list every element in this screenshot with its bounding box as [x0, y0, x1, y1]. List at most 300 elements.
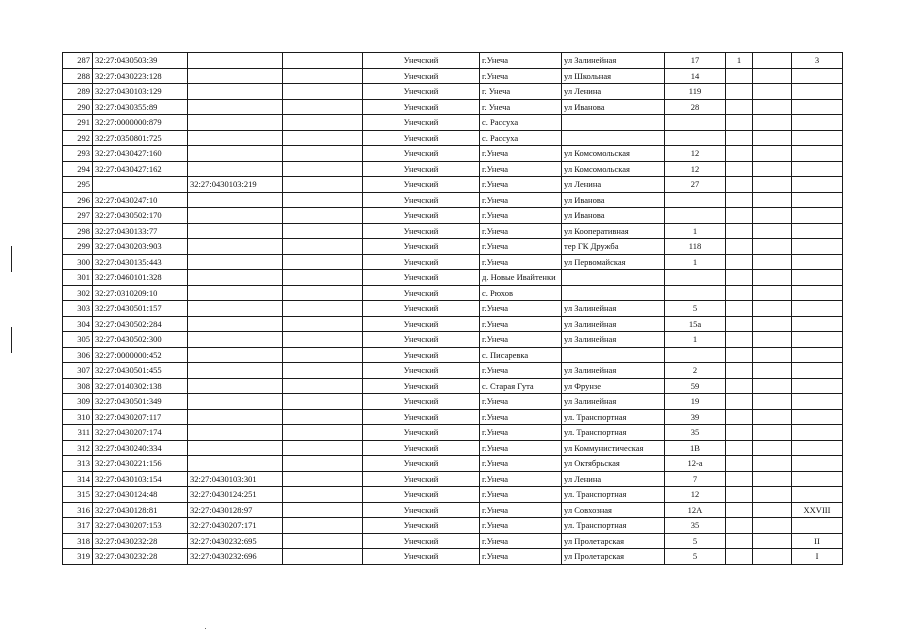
structure-cell: [753, 53, 792, 69]
related-cadastral-number-cell: [188, 239, 283, 255]
related-cadastral-number-cell: [188, 161, 283, 177]
cadastral-number-cell: 32:27:0430133:77: [93, 223, 188, 239]
building-block-cell: [726, 394, 753, 410]
building-block-cell: [726, 316, 753, 332]
related-cadastral-number-cell: [188, 440, 283, 456]
house-number-cell: 35: [665, 425, 726, 441]
related-cadastral-number-cell: 32:27:0430128:97: [188, 502, 283, 518]
related-cadastral-number-cell: 32:27:0430103:301: [188, 471, 283, 487]
building-block-cell: [726, 456, 753, 472]
house-number-cell: 5: [665, 549, 726, 565]
table-row: [63, 192, 843, 208]
settlement-cell: с. Рассуха: [480, 130, 562, 146]
structure-cell: [753, 99, 792, 115]
related-cadastral-number-cell: [188, 285, 283, 301]
district-cell: Унечский: [363, 130, 480, 146]
district-cell: Унечский: [363, 502, 480, 518]
structure-cell: [753, 394, 792, 410]
structure-cell: [753, 223, 792, 239]
row-number-cell: 299: [63, 239, 93, 255]
cadastral-number-cell: 32:27:0000000:452: [93, 347, 188, 363]
house-number-cell: 59: [665, 378, 726, 394]
related-cadastral-number-cell: [188, 394, 283, 410]
row-number-cell: 317: [63, 518, 93, 534]
building-block-cell: [726, 270, 753, 286]
settlement-cell: г.Унеча: [480, 316, 562, 332]
cadastral-number-cell: 32:27:0430503:39: [93, 53, 188, 69]
structure-cell: [753, 270, 792, 286]
table-row: [63, 270, 843, 286]
related-cadastral-number-cell: [188, 254, 283, 270]
house-number-cell: 7: [665, 471, 726, 487]
empty-cell-cell: [283, 68, 363, 84]
empty-cell-cell: [283, 549, 363, 565]
structure-cell: [753, 254, 792, 270]
cadastral-number-cell: 32:27:0430135:443: [93, 254, 188, 270]
building-block-cell: [726, 440, 753, 456]
table-row: [63, 53, 843, 69]
related-cadastral-number-cell: 32:27:0430103:219: [188, 177, 283, 193]
table-row: [63, 177, 843, 193]
settlement-cell: г.Унеча: [480, 161, 562, 177]
related-cadastral-number-cell: [188, 192, 283, 208]
building-block-cell: [726, 130, 753, 146]
cadastral-number-cell: 32:27:0430427:160: [93, 146, 188, 162]
district-cell: Унечский: [363, 223, 480, 239]
table-row: [63, 456, 843, 472]
house-number-cell: 5: [665, 301, 726, 317]
district-cell: Унечский: [363, 99, 480, 115]
structure-cell: [753, 239, 792, 255]
related-cadastral-number-cell: [188, 53, 283, 69]
empty-cell-cell: [283, 285, 363, 301]
premises-number-cell: [792, 99, 843, 115]
structure-cell: [753, 549, 792, 565]
settlement-cell: г.Унеча: [480, 254, 562, 270]
related-cadastral-number-cell: [188, 130, 283, 146]
row-number-cell: 318: [63, 533, 93, 549]
cadastral-number-cell: 32:27:0430355:89: [93, 99, 188, 115]
district-cell: Унечский: [363, 316, 480, 332]
building-block-cell: [726, 332, 753, 348]
empty-cell-cell: [283, 301, 363, 317]
premises-number-cell: [792, 347, 843, 363]
row-number-cell: 313: [63, 456, 93, 472]
street-cell: ул Школьная: [562, 68, 665, 84]
empty-cell-cell: [283, 115, 363, 131]
building-block-cell: [726, 161, 753, 177]
house-number-cell: 28: [665, 99, 726, 115]
building-block-cell: [726, 285, 753, 301]
structure-cell: [753, 177, 792, 193]
settlement-cell: г.Унеча: [480, 239, 562, 255]
street-cell: [562, 270, 665, 286]
street-cell: ул Фрунзе: [562, 378, 665, 394]
settlement-cell: с. Рассуха: [480, 115, 562, 131]
margin-mark: [11, 327, 12, 353]
building-block-cell: [726, 363, 753, 379]
structure-cell: [753, 456, 792, 472]
district-cell: Унечский: [363, 456, 480, 472]
settlement-cell: г.Унеча: [480, 456, 562, 472]
premises-number-cell: [792, 130, 843, 146]
empty-cell-cell: [283, 518, 363, 534]
row-number-cell: 319: [63, 549, 93, 565]
building-block-cell: [726, 518, 753, 534]
table-row: [63, 425, 843, 441]
empty-cell-cell: [283, 409, 363, 425]
cadastral-number-cell: 32:27:0430501:349: [93, 394, 188, 410]
district-cell: Унечский: [363, 53, 480, 69]
street-cell: ул. Транспортная: [562, 409, 665, 425]
settlement-cell: г.Унеча: [480, 301, 562, 317]
cadastral-number-cell: 32:27:0430232:28: [93, 533, 188, 549]
row-number-cell: 292: [63, 130, 93, 146]
house-number-cell: 19: [665, 394, 726, 410]
structure-cell: [753, 285, 792, 301]
cadastral-number-cell: 32:27:0430501:455: [93, 363, 188, 379]
settlement-cell: г.Унеча: [480, 533, 562, 549]
cadastral-number-cell: [93, 177, 188, 193]
empty-cell-cell: [283, 456, 363, 472]
structure-cell: [753, 192, 792, 208]
house-number-cell: 12А: [665, 502, 726, 518]
building-block-cell: [726, 487, 753, 503]
building-block-cell: [726, 549, 753, 565]
street-cell: ул Иванова: [562, 192, 665, 208]
related-cadastral-number-cell: [188, 332, 283, 348]
cadastral-number-cell: 32:27:0430240:334: [93, 440, 188, 456]
district-cell: Унечский: [363, 378, 480, 394]
related-cadastral-number-cell: [188, 301, 283, 317]
empty-cell-cell: [283, 471, 363, 487]
house-number-cell: 35: [665, 518, 726, 534]
settlement-cell: г.Унеча: [480, 425, 562, 441]
premises-number-cell: [792, 208, 843, 224]
settlement-cell: г. Унеча: [480, 84, 562, 100]
street-cell: ул Залинейная: [562, 332, 665, 348]
district-cell: Унечский: [363, 518, 480, 534]
settlement-cell: г.Унеча: [480, 208, 562, 224]
related-cadastral-number-cell: [188, 363, 283, 379]
empty-cell-cell: [283, 130, 363, 146]
street-cell: [562, 285, 665, 301]
cadastral-number-cell: 32:27:0430207:153: [93, 518, 188, 534]
district-cell: Унечский: [363, 115, 480, 131]
premises-number-cell: [792, 471, 843, 487]
house-number-cell: 15а: [665, 316, 726, 332]
table-row: [63, 115, 843, 131]
cadastral-number-cell: 32:27:0430207:117: [93, 409, 188, 425]
premises-number-cell: XXVIII: [792, 502, 843, 518]
settlement-cell: с. Старая Гута: [480, 378, 562, 394]
house-number-cell: 2: [665, 363, 726, 379]
premises-number-cell: [792, 487, 843, 503]
related-cadastral-number-cell: [188, 347, 283, 363]
street-cell: ул Залинейная: [562, 301, 665, 317]
row-number-cell: 301: [63, 270, 93, 286]
related-cadastral-number-cell: [188, 378, 283, 394]
building-block-cell: [726, 502, 753, 518]
cadastral-number-cell: 32:27:0430103:154: [93, 471, 188, 487]
row-number-cell: 298: [63, 223, 93, 239]
table-row: [63, 301, 843, 317]
related-cadastral-number-cell: [188, 425, 283, 441]
street-cell: ул. Транспортная: [562, 487, 665, 503]
premises-number-cell: [792, 425, 843, 441]
street-cell: ул Ленина: [562, 177, 665, 193]
premises-number-cell: [792, 332, 843, 348]
building-block-cell: [726, 192, 753, 208]
house-number-cell: 12: [665, 161, 726, 177]
row-number-cell: 300: [63, 254, 93, 270]
settlement-cell: г.Унеча: [480, 471, 562, 487]
street-cell: ул Совхозная: [562, 502, 665, 518]
building-block-cell: [726, 68, 753, 84]
premises-number-cell: [792, 254, 843, 270]
related-cadastral-number-cell: [188, 68, 283, 84]
district-cell: Унечский: [363, 487, 480, 503]
structure-cell: [753, 161, 792, 177]
house-number-cell: [665, 270, 726, 286]
empty-cell-cell: [283, 208, 363, 224]
structure-cell: [753, 425, 792, 441]
empty-cell-cell: [283, 161, 363, 177]
district-cell: Унечский: [363, 301, 480, 317]
building-block-cell: 1: [726, 53, 753, 69]
row-number-cell: 315: [63, 487, 93, 503]
related-cadastral-number-cell: [188, 146, 283, 162]
district-cell: Унечский: [363, 239, 480, 255]
cadastral-number-cell: 32:27:0430427:162: [93, 161, 188, 177]
street-cell: ул Комсомольская: [562, 161, 665, 177]
table-row: [63, 254, 843, 270]
premises-number-cell: I: [792, 549, 843, 565]
district-cell: Унечский: [363, 394, 480, 410]
settlement-cell: г.Унеча: [480, 487, 562, 503]
premises-number-cell: [792, 440, 843, 456]
settlement-cell: с. Рюхов: [480, 285, 562, 301]
street-cell: ул Залинейная: [562, 363, 665, 379]
cadastral-number-cell: 32:27:0000000:879: [93, 115, 188, 131]
district-cell: Унечский: [363, 285, 480, 301]
settlement-cell: г.Унеча: [480, 502, 562, 518]
building-block-cell: [726, 533, 753, 549]
empty-cell-cell: [283, 440, 363, 456]
row-number-cell: 312: [63, 440, 93, 456]
settlement-cell: с. Писаревка: [480, 347, 562, 363]
row-number-cell: 290: [63, 99, 93, 115]
house-number-cell: 12-а: [665, 456, 726, 472]
related-cadastral-number-cell: 32:27:0430232:696: [188, 549, 283, 565]
settlement-cell: г.Унеча: [480, 363, 562, 379]
building-block-cell: [726, 84, 753, 100]
cadastral-number-cell: 32:27:0430207:174: [93, 425, 188, 441]
row-number-cell: 297: [63, 208, 93, 224]
premises-number-cell: [792, 301, 843, 317]
table-row: [63, 502, 843, 518]
table-row: [63, 549, 843, 565]
table-row: [63, 316, 843, 332]
related-cadastral-number-cell: [188, 115, 283, 131]
cadastral-number-cell: 32:27:0430247:10: [93, 192, 188, 208]
empty-cell-cell: [283, 223, 363, 239]
premises-number-cell: [792, 316, 843, 332]
cadastral-number-cell: 32:27:0430232:28: [93, 549, 188, 565]
table-row: [63, 208, 843, 224]
house-number-cell: [665, 130, 726, 146]
settlement-cell: г.Унеча: [480, 192, 562, 208]
street-cell: ул Первомайская: [562, 254, 665, 270]
structure-cell: [753, 301, 792, 317]
empty-cell-cell: [283, 502, 363, 518]
street-cell: ул Коммунистическая: [562, 440, 665, 456]
district-cell: Унечский: [363, 471, 480, 487]
house-number-cell: 12: [665, 146, 726, 162]
cadastral-number-cell: 32:27:0430502:284: [93, 316, 188, 332]
row-number-cell: 316: [63, 502, 93, 518]
structure-cell: [753, 363, 792, 379]
building-block-cell: [726, 223, 753, 239]
related-cadastral-number-cell: [188, 456, 283, 472]
building-block-cell: [726, 409, 753, 425]
premises-number-cell: [792, 161, 843, 177]
district-cell: Унечский: [363, 208, 480, 224]
building-block-cell: [726, 301, 753, 317]
table-row: [63, 99, 843, 115]
house-number-cell: [665, 208, 726, 224]
house-number-cell: 14: [665, 68, 726, 84]
district-cell: Унечский: [363, 533, 480, 549]
table-row: [63, 332, 843, 348]
district-cell: Унечский: [363, 68, 480, 84]
structure-cell: [753, 84, 792, 100]
premises-number-cell: [792, 177, 843, 193]
row-number-cell: 306: [63, 347, 93, 363]
street-cell: ул. Транспортная: [562, 518, 665, 534]
premises-number-cell: [792, 456, 843, 472]
house-number-cell: 118: [665, 239, 726, 255]
cadastral-number-cell: 32:27:0430128:81: [93, 502, 188, 518]
district-cell: Унечский: [363, 363, 480, 379]
row-number-cell: 295: [63, 177, 93, 193]
empty-cell-cell: [283, 254, 363, 270]
house-number-cell: [665, 115, 726, 131]
street-cell: ул Комсомольская: [562, 146, 665, 162]
building-block-cell: [726, 146, 753, 162]
cadastral-number-cell: 32:27:0310209:10: [93, 285, 188, 301]
house-number-cell: 1: [665, 254, 726, 270]
premises-number-cell: [792, 239, 843, 255]
table-row: [63, 146, 843, 162]
district-cell: Унечский: [363, 161, 480, 177]
building-block-cell: [726, 254, 753, 270]
premises-number-cell: 3: [792, 53, 843, 69]
row-number-cell: 303: [63, 301, 93, 317]
empty-cell-cell: [283, 270, 363, 286]
house-number-cell: 17: [665, 53, 726, 69]
district-cell: Унечский: [363, 254, 480, 270]
premises-number-cell: [792, 518, 843, 534]
related-cadastral-number-cell: [188, 84, 283, 100]
related-cadastral-number-cell: 32:27:0430232:695: [188, 533, 283, 549]
settlement-cell: д. Новые Ивайтенки: [480, 270, 562, 286]
house-number-cell: 1: [665, 332, 726, 348]
house-number-cell: [665, 347, 726, 363]
row-number-cell: 296: [63, 192, 93, 208]
building-block-cell: [726, 99, 753, 115]
settlement-cell: г.Унеча: [480, 177, 562, 193]
building-block-cell: [726, 347, 753, 363]
register-table: [62, 52, 843, 565]
settlement-cell: г.Унеча: [480, 146, 562, 162]
premises-number-cell: [792, 285, 843, 301]
street-cell: ул Кооперативная: [562, 223, 665, 239]
empty-cell-cell: [283, 332, 363, 348]
related-cadastral-number-cell: [188, 270, 283, 286]
district-cell: Унечский: [363, 146, 480, 162]
table-row: [63, 130, 843, 146]
related-cadastral-number-cell: 32:27:0430124:251: [188, 487, 283, 503]
district-cell: Унечский: [363, 440, 480, 456]
related-cadastral-number-cell: [188, 409, 283, 425]
row-number-cell: 288: [63, 68, 93, 84]
structure-cell: [753, 347, 792, 363]
house-number-cell: 119: [665, 84, 726, 100]
empty-cell-cell: [283, 192, 363, 208]
building-block-cell: [726, 471, 753, 487]
house-number-cell: 27: [665, 177, 726, 193]
cadastral-number-cell: 32:27:0430203:903: [93, 239, 188, 255]
structure-cell: [753, 68, 792, 84]
premises-number-cell: [792, 115, 843, 131]
premises-number-cell: [792, 192, 843, 208]
row-number-cell: 287: [63, 53, 93, 69]
register-table-body: [63, 53, 843, 565]
empty-cell-cell: [283, 99, 363, 115]
structure-cell: [753, 409, 792, 425]
row-number-cell: 311: [63, 425, 93, 441]
settlement-cell: г.Унеча: [480, 409, 562, 425]
cadastral-number-cell: 32:27:0350801:725: [93, 130, 188, 146]
house-number-cell: 1: [665, 223, 726, 239]
structure-cell: [753, 502, 792, 518]
table-row: [63, 285, 843, 301]
structure-cell: [753, 487, 792, 503]
premises-number-cell: [792, 146, 843, 162]
street-cell: ул Октябрьская: [562, 456, 665, 472]
settlement-cell: г. Унеча: [480, 99, 562, 115]
settlement-cell: г.Унеча: [480, 394, 562, 410]
cadastral-number-cell: 32:27:0430221:156: [93, 456, 188, 472]
structure-cell: [753, 440, 792, 456]
street-cell: ул. Транспортная: [562, 425, 665, 441]
building-block-cell: [726, 378, 753, 394]
table-row: [63, 487, 843, 503]
table-row: [63, 68, 843, 84]
cadastral-number-cell: 32:27:0430502:170: [93, 208, 188, 224]
table-row: [63, 239, 843, 255]
street-cell: ул Иванова: [562, 208, 665, 224]
premises-number-cell: [792, 378, 843, 394]
cadastral-number-cell: 32:27:0430124:48: [93, 487, 188, 503]
empty-cell-cell: [283, 84, 363, 100]
house-number-cell: [665, 192, 726, 208]
street-cell: ул Пролетарская: [562, 533, 665, 549]
related-cadastral-number-cell: [188, 316, 283, 332]
settlement-cell: г.Унеча: [480, 223, 562, 239]
house-number-cell: 12: [665, 487, 726, 503]
